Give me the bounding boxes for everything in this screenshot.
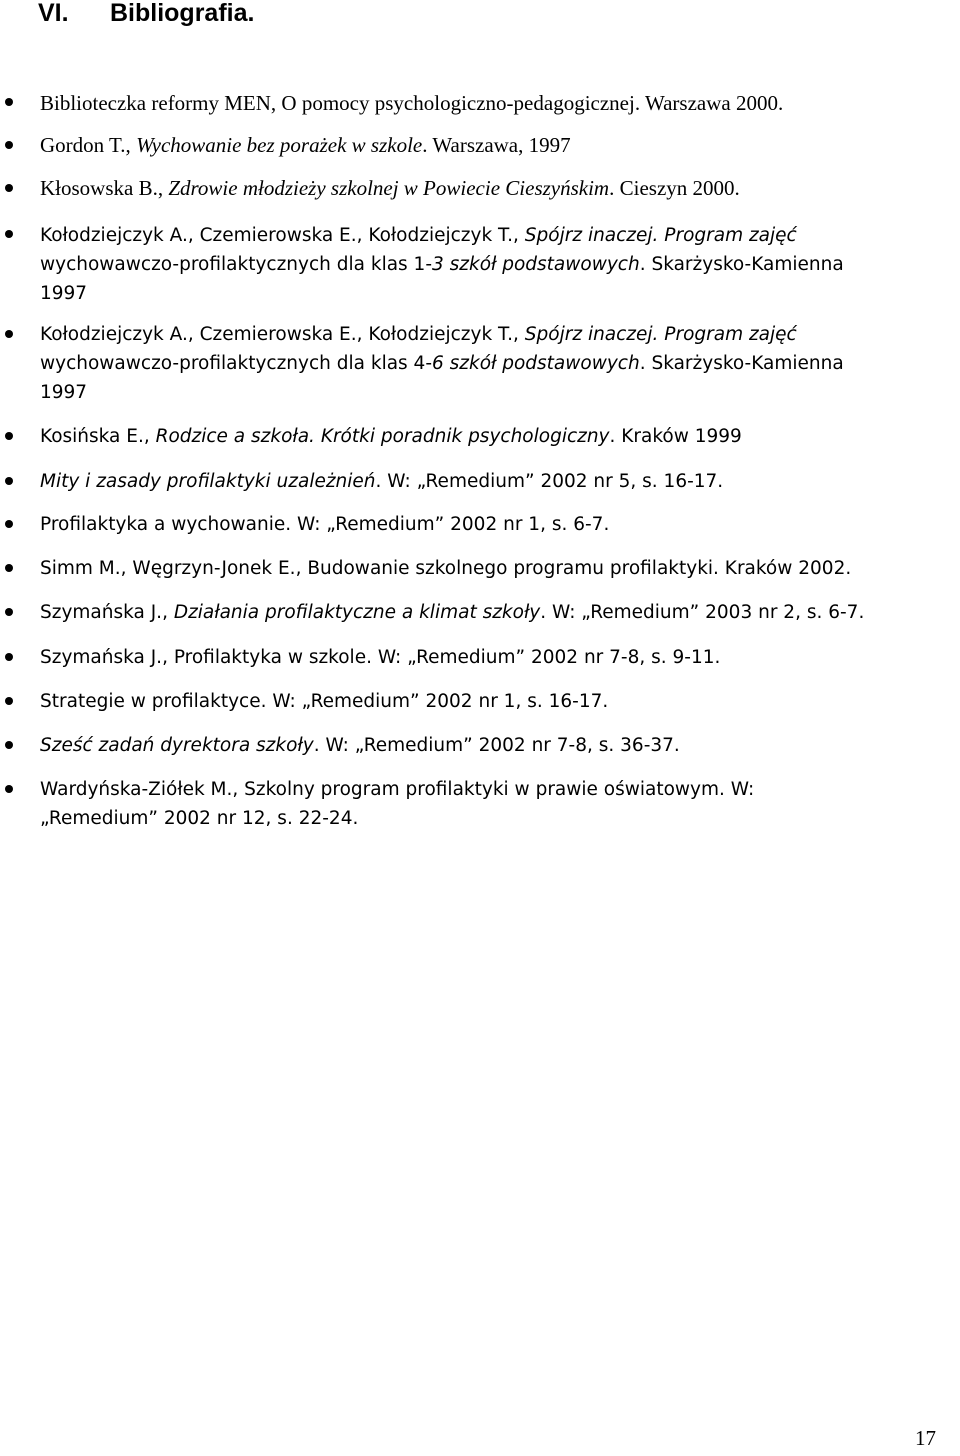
bullet-icon (5, 697, 13, 705)
reference-item: Profilaktyka a wychowanie. W: „Remedium” 2002 nr 1, s. 6-7. (40, 514, 610, 535)
bullet-icon (5, 184, 13, 192)
reference-item: Kosińska E., Rodzice a szkoła. Krótki poradnik psychologiczny. Kraków 1999 (40, 426, 742, 447)
bullet-icon (5, 98, 13, 106)
bullet-icon (5, 785, 13, 793)
reference-item: Biblioteczka reformy MEN, O pomocy psychologiczno-pedagogicznej. Warszawa 2000. (40, 91, 784, 115)
page-number: 17 (915, 1426, 936, 1450)
reference-line: Wardyńska-Ziółek M., Szkolny program profilaktyki w prawie oświatowym. W: (40, 779, 755, 800)
bullet-icon (5, 230, 13, 238)
reference-item (40, 221, 940, 308)
bullet-icon (5, 432, 13, 440)
reference-item: Mity i zasady profilaktyki uzależnień. W: „Remedium” 2002 nr 5, s. 16-17. (40, 471, 724, 492)
section-heading (38, 0, 254, 28)
reference-line: Kołodziejczyk A., Czemierowska E., Kołodziejczyk T., Spójrz inaczej. Program zajęć (40, 225, 797, 246)
reference-item: Szymańska J., Działania profilaktyczne a klimat szkoły. W: „Remedium” 2003 nr 2, s. 6-7. (40, 602, 865, 623)
reference-line: wychowawczo-profilaktycznych dla klas 1-3 szkół podstawowych. Skarżysko-Kamienna (40, 254, 844, 275)
reference-item: Gordon T., Wychowanie bez porażek w szkole. Warszawa, 1997 (40, 133, 571, 157)
reference-item: Sześć zadań dyrektora szkoły. W: „Remedium” 2002 nr 7-8, s. 36-37. (40, 735, 680, 756)
section-number: VI. (38, 0, 69, 27)
section-title: Bibliografia. (110, 0, 255, 27)
bullet-icon (5, 608, 13, 616)
reference-item (40, 775, 940, 833)
bullet-icon (5, 741, 13, 749)
reference-line: 1997 (40, 283, 88, 304)
reference-item: Kłosowska B., Zdrowie młodzieży szkolnej w Powiecie Cieszyńskim. Cieszyn 2000. (40, 176, 740, 200)
bullet-icon (5, 477, 13, 485)
bullet-icon (5, 653, 13, 661)
reference-line: Kołodziejczyk A., Czemierowska E., Kołodziejczyk T., Spójrz inaczej. Program zajęć (40, 324, 797, 345)
reference-line: „Remedium” 2002 nr 12, s. 22-24. (40, 808, 359, 829)
bullet-icon (5, 520, 13, 528)
reference-item: Szymańska J., Profilaktyka w szkole. W: „Remedium” 2002 nr 7-8, s. 9-11. (40, 647, 721, 668)
reference-item: Strategie w profilaktyce. W: „Remedium” 2002 nr 1, s. 16-17. (40, 691, 609, 712)
bullet-icon (5, 141, 13, 149)
reference-line: 1997 (40, 382, 88, 403)
reference-line: wychowawczo-profilaktycznych dla klas 4-6 szkół podstawowych. Skarżysko-Kamienna (40, 353, 844, 374)
reference-item: Simm M., Węgrzyn-Jonek E., Budowanie szkolnego programu profilaktyki. Kraków 2002. (40, 558, 852, 579)
reference-item (40, 320, 940, 407)
bullet-icon (5, 330, 13, 338)
bullet-icon (5, 564, 13, 572)
